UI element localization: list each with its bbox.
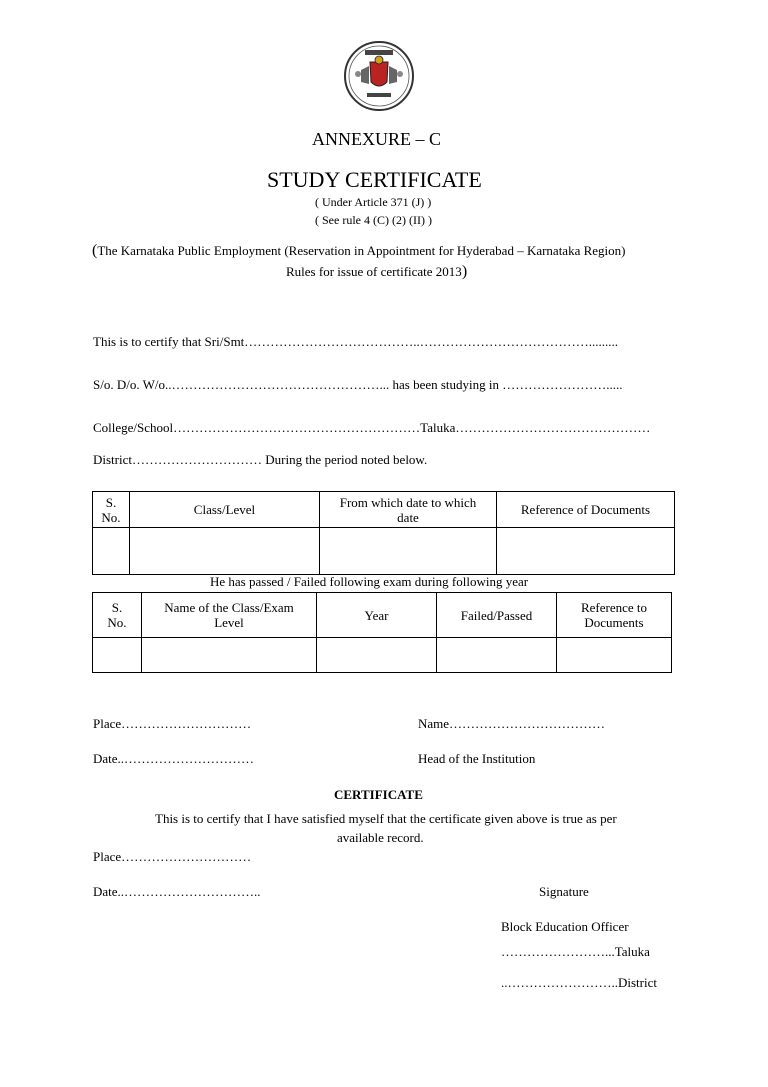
relation-field[interactable]: S/o. D/o. W/o..…………………………………………... has been studying in …………………….....	[93, 377, 623, 392]
annexure-label: ANNEXURE – C	[312, 129, 441, 149]
college-taluka-field[interactable]: College/School…………………………………………………Taluka………………………………………	[93, 420, 651, 435]
taluka-field[interactable]: ……………………...Taluka	[501, 944, 650, 959]
place-field[interactable]: Place…………………………	[93, 716, 252, 731]
exam-table-caption: He has passed / Failed following exam during following year	[210, 574, 529, 589]
exam-result-table	[92, 592, 672, 673]
table2-cell[interactable]	[93, 638, 142, 673]
name-field[interactable]: Name………………………………	[418, 716, 606, 731]
table1-cell[interactable]	[130, 528, 320, 575]
district-sign-field[interactable]: ..……………………..District	[501, 975, 657, 990]
table2-header-result: Failed/Passed	[437, 593, 557, 638]
signature-label: Signature	[539, 884, 589, 899]
certificate-body-2: available record.	[337, 830, 424, 845]
head-of-institution-label: Head of the Institution	[418, 751, 536, 766]
table2-header-exam: Name of the Class/Exam Level	[142, 593, 317, 638]
study-period-table	[92, 491, 675, 575]
table1-header-sno: S. No.	[93, 492, 130, 528]
table2-header-year: Year	[317, 593, 437, 638]
subtitle-rule: ( See rule 4 (C) (2) (II) )	[315, 213, 432, 227]
date-field[interactable]: Date..…………………………	[93, 751, 255, 766]
table2-cell[interactable]	[317, 638, 437, 673]
table2-cell[interactable]	[557, 638, 672, 673]
karnataka-emblem-icon	[343, 38, 415, 114]
table2-cell[interactable]	[142, 638, 317, 673]
certify-field[interactable]: This is to certify that Sri/Smt…………………………………..………………………………….........	[93, 334, 619, 349]
certificate-date-field[interactable]: Date..…………………………..	[93, 884, 261, 899]
rules-text-2: Rules for issue of certificate 2013	[286, 264, 462, 279]
certificate-place-field[interactable]: Place…………………………	[93, 849, 252, 864]
district-field[interactable]: District………………………… During the period noted below.	[93, 452, 428, 467]
table1-cell[interactable]	[320, 528, 497, 575]
table2-header-sno: S. No.	[93, 593, 142, 638]
subtitle-article: ( Under Article 371 (J) )	[315, 195, 432, 209]
rules-line-2: Rules for issue of certificate 2013)	[286, 263, 468, 280]
page-title: STUDY CERTIFICATE	[267, 167, 482, 192]
rules-line-1: (The Karnataka Public Employment (Reservation in Appointment for Hyderabad – Karnataka Region)	[92, 242, 626, 259]
table1-cell[interactable]	[93, 528, 130, 575]
table2-cell[interactable]	[437, 638, 557, 673]
table1-header-reference: Reference of Documents	[497, 492, 675, 528]
table2-header-reference: Reference to Documents	[557, 593, 672, 638]
officer-label: Block Education Officer	[501, 919, 629, 934]
table1-header-dates: From which date to which date	[320, 492, 497, 528]
certificate-heading: CERTIFICATE	[334, 787, 423, 802]
table1-cell[interactable]	[497, 528, 675, 575]
rules-text-1: The Karnataka Public Employment (Reservation in Appointment for Hyderabad – Karnataka Region)	[97, 243, 626, 258]
certificate-body-1: This is to certify that I have satisfied myself that the certificate given above is true as per	[155, 811, 617, 826]
table1-header-class: Class/Level	[130, 492, 320, 528]
